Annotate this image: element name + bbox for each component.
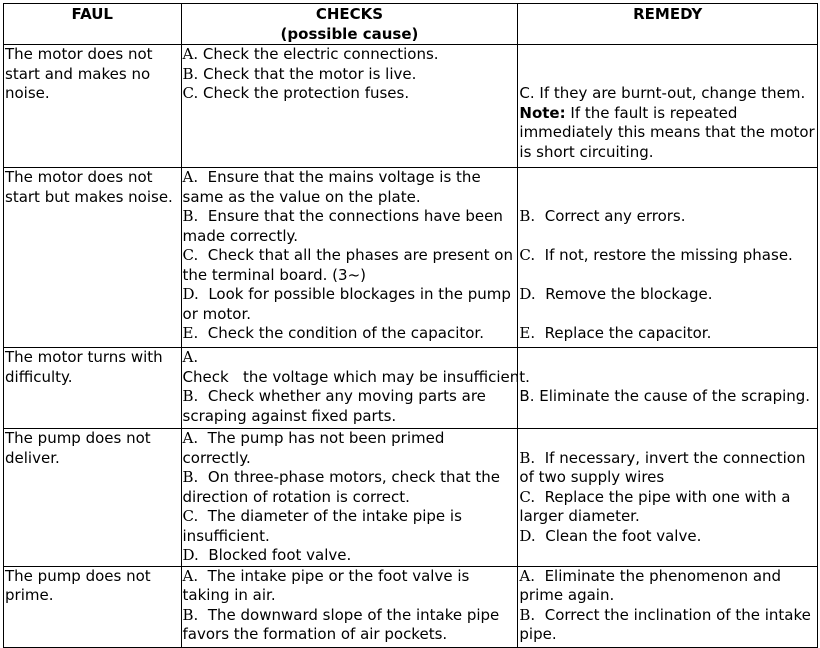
remedy-item: D. Remove the blockage. [519, 285, 713, 303]
checks-cell [181, 45, 518, 168]
fault-cell: The motor does not start but makes noise. [4, 168, 182, 348]
remedy-cell [518, 45, 818, 168]
check-item: B. On three-phase motors, check that the direction of rotation is correct. [182, 468, 500, 506]
remedy-cell [518, 168, 818, 348]
remedy-item: B. Correct any errors. [519, 207, 686, 225]
check-item: A. The pump has not been primed correctly. [182, 429, 445, 467]
header-fault: FAUL [4, 4, 182, 45]
check-item: C. The diameter of the intake pipe is insufficient. [182, 507, 462, 545]
header-row [4, 4, 818, 45]
check-item: A. Ensure that the mains voltage is the same as the value on the plate. [182, 168, 481, 206]
check-item: A. The intake pipe or the foot valve is taking in air. [182, 566, 470, 604]
remedy-note: Note: If the fault is repeated immediately this means that the motor is short circuiting. [519, 103, 815, 161]
header-checks-title: CHECKS [315, 5, 384, 23]
remedy-item: D. Clean the foot valve. [519, 526, 702, 545]
check-item: B. Check whether any moving parts are scraping against fixed parts. [182, 387, 486, 425]
table-row [4, 348, 818, 429]
check-item: A. Check the voltage which may be insufficient. [182, 348, 530, 386]
remedy-item: A. Eliminate the phenomenon and prime again. [519, 566, 782, 604]
fault-cell: The motor does not start and makes no noise. [4, 45, 182, 168]
checks-cell [181, 348, 530, 429]
check-item: B. Check that the motor is live. [182, 64, 417, 83]
header-remedy: REMEDY [518, 4, 818, 45]
check-item: C. Check the protection fuses. [182, 84, 410, 102]
table-row [4, 168, 818, 348]
remedy-item: C. If not, restore the missing phase. [519, 246, 793, 264]
header-checks-subtitle: (possible cause) [280, 24, 419, 43]
checks-cell [181, 566, 518, 647]
check-item: D. Blocked foot valve. [182, 546, 352, 564]
remedy-item: E. Replace the capacitor. [519, 324, 712, 342]
remedy-cell [518, 566, 818, 647]
table-row [4, 429, 818, 567]
checks-cell [181, 429, 518, 567]
fault-cell: The pump does not prime. [4, 566, 182, 647]
checks-cell [181, 168, 518, 348]
remedy-item: B. Eliminate the cause of the scraping. [519, 387, 811, 405]
header-checks [181, 4, 518, 45]
remedy-item: B. Correct the inclination of the intake pipe. [519, 605, 811, 643]
check-item: A. Check the electric connections. [182, 45, 439, 63]
remedy-item: C. Replace the pipe with one with a larger diameter. [519, 487, 791, 525]
check-item: B. Ensure that the connections have been made correctly. [182, 207, 503, 245]
remedy-item: B. If necessary, invert the connection of two supply wires [519, 448, 806, 486]
check-item: B. The downward slope of the intake pipe favors the formation of air pockets. [182, 605, 500, 643]
remedy-cell [518, 348, 818, 429]
check-item: E. Check the condition of the capacitor. [182, 324, 484, 342]
check-item: C. Check that all the phases are present on the terminal board. (3~) [182, 246, 513, 284]
fault-cell: The motor turns with difficulty. [4, 348, 182, 429]
troubleshooting-table [3, 3, 818, 648]
remedy-item: C. If they are burnt-out, change them. [519, 84, 806, 102]
check-item: D. Look for possible blockages in the pump or motor. [182, 285, 511, 323]
table-row [4, 45, 818, 168]
remedy-cell [518, 429, 818, 567]
fault-cell: The pump does not deliver. [4, 429, 182, 567]
table-row [4, 566, 818, 647]
